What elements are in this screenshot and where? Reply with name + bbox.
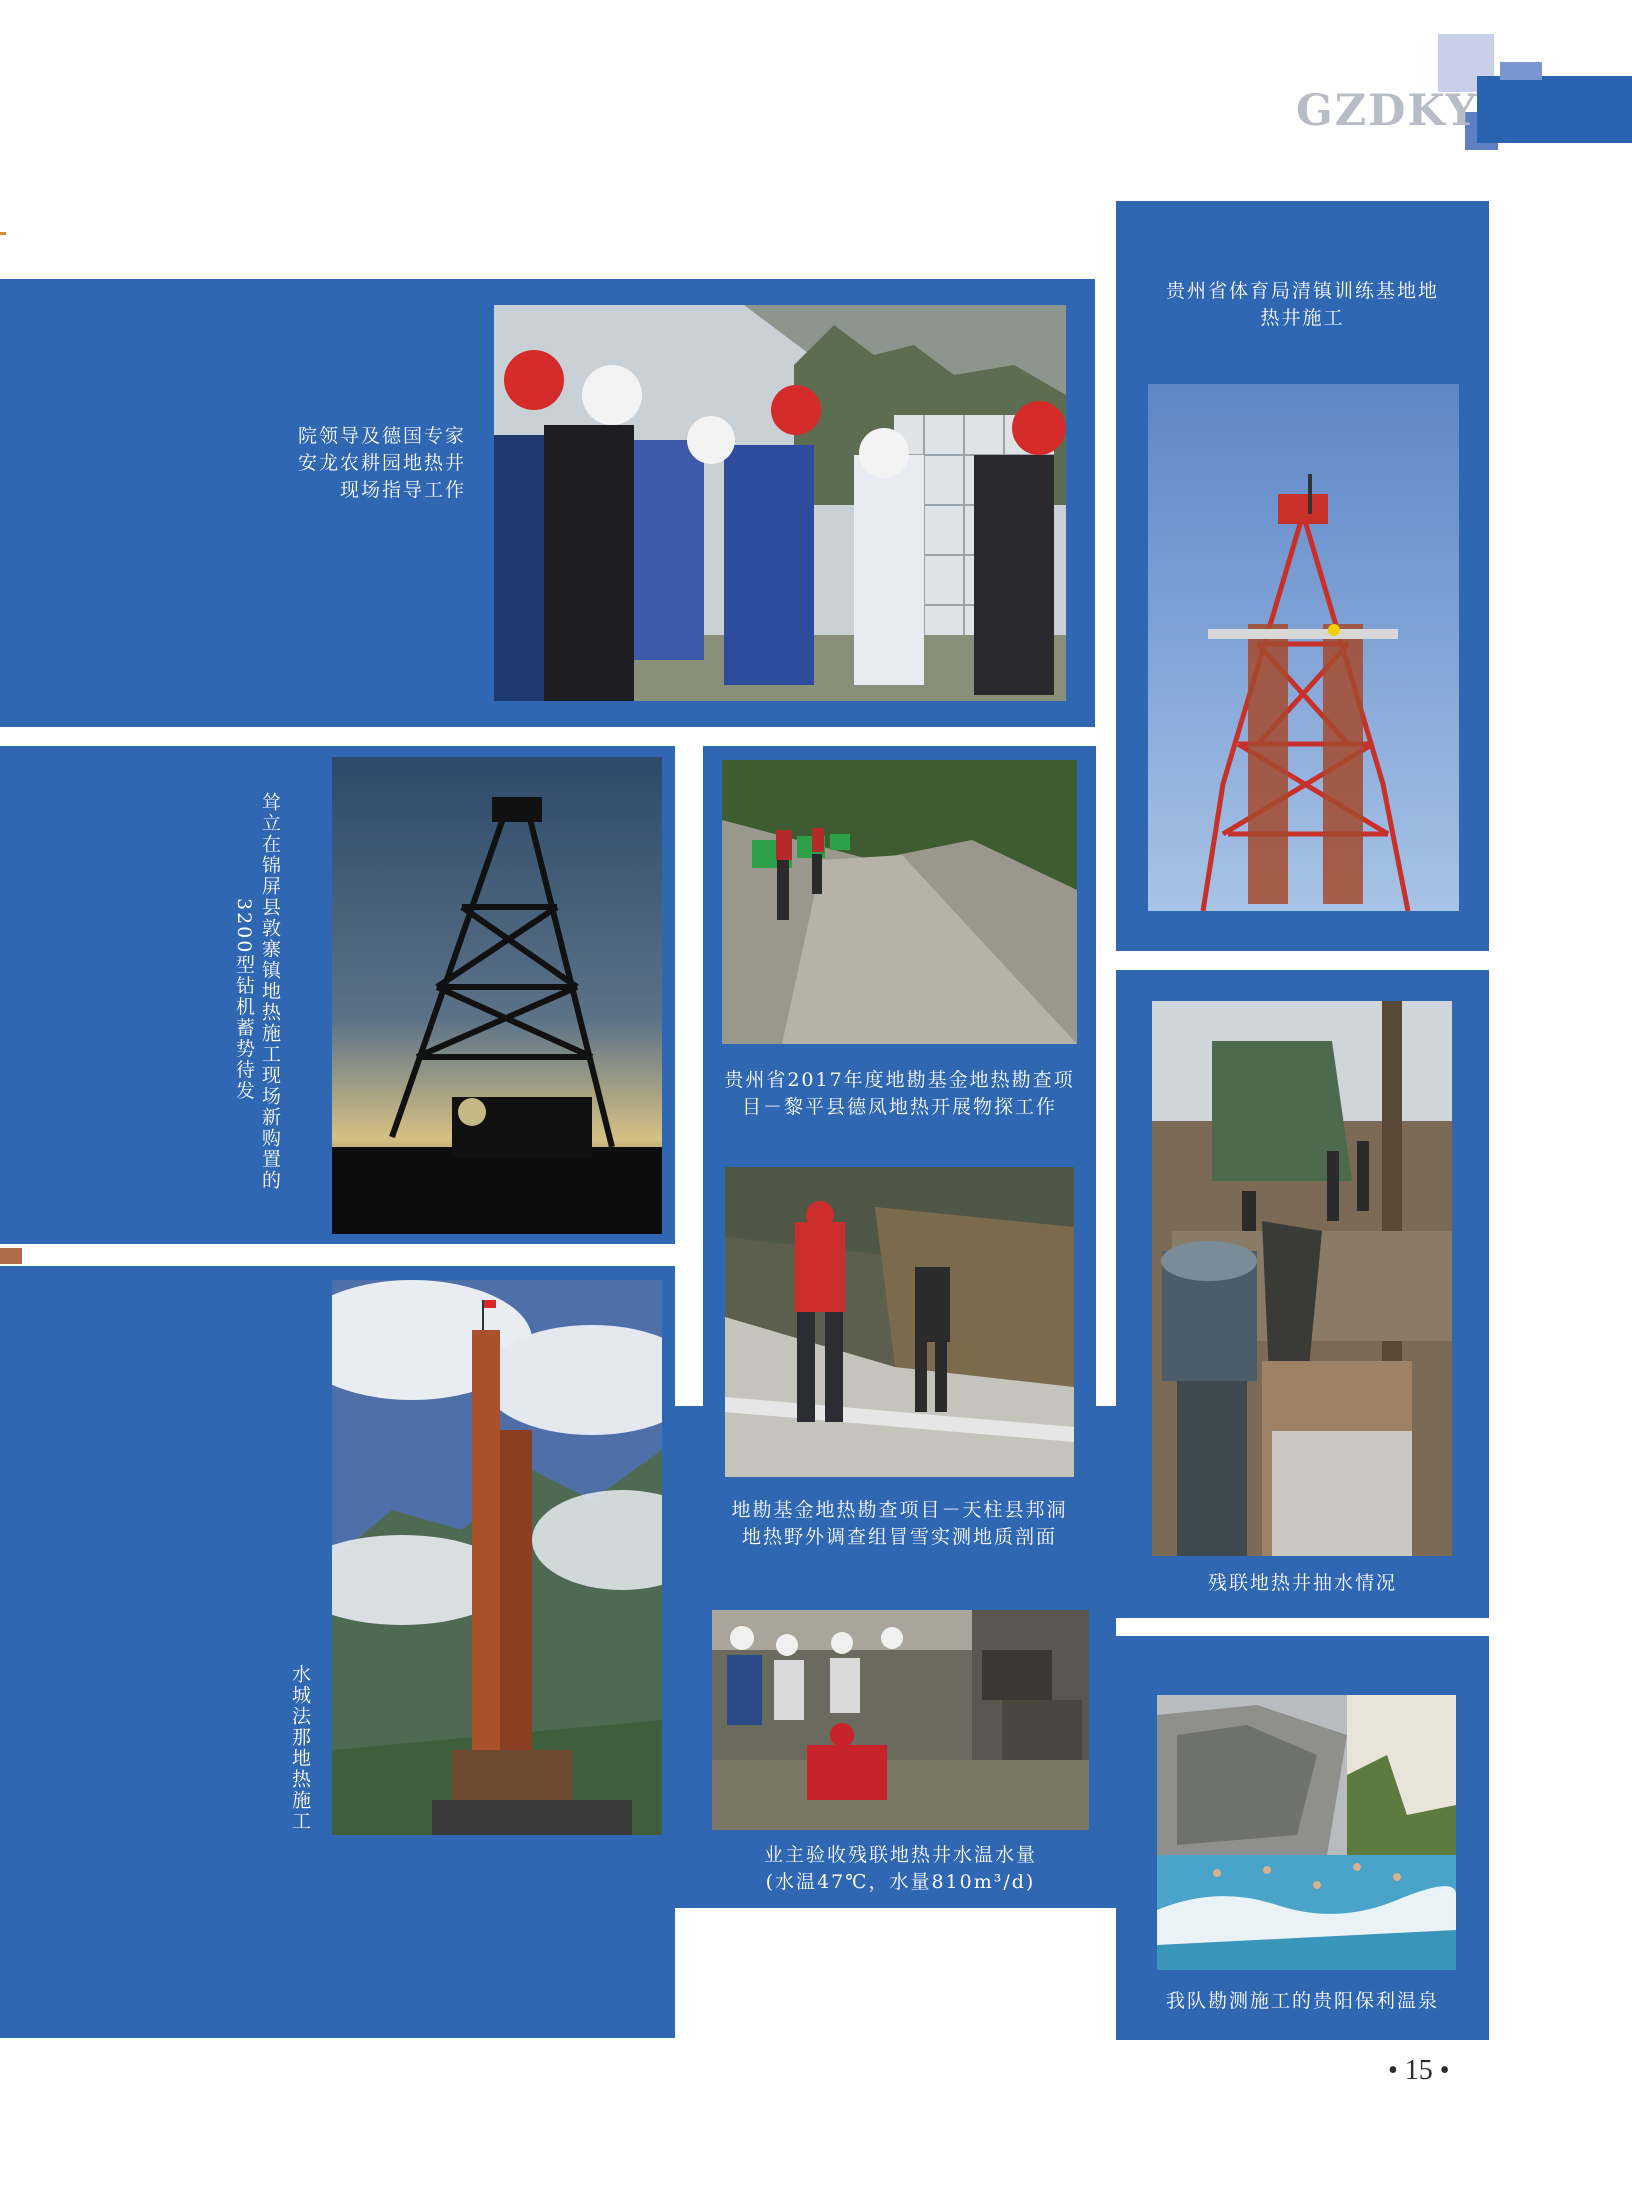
photo-qingzhen-derrick	[1148, 384, 1459, 911]
edge-mark-top	[0, 232, 6, 235]
logo-text: GZDKY	[1296, 86, 1479, 136]
caption-jinping-rig-model: 3200型钻机蓄势待发	[233, 898, 255, 1102]
caption-tianzhu-snow: 地勘基金地热勘查项目－天柱县邦洞 地热野外调查组冒雪实测地质剖面	[731, 1499, 1068, 1548]
caption-pumping-well: 残联地热井抽水情况	[1207, 1572, 1397, 1594]
photo-tianzhu-snow	[725, 1167, 1074, 1477]
caption-owner-acceptance: 业主验收残联地热井水温水量 (水温47℃，水量810m³/d)	[763, 1844, 1037, 1893]
logo-small-square	[1500, 62, 1542, 80]
logo-blue-block	[1477, 76, 1632, 143]
photo-experts-on-site	[494, 305, 1066, 701]
photo-shuicheng-rig	[332, 1280, 662, 1835]
caption-poly-hot-spring: 我队勘测施工的贵阳保利温泉	[1165, 1990, 1439, 2012]
page-number: • 15 •	[1388, 2055, 1450, 2086]
photo-pumping-well	[1152, 1001, 1452, 1556]
photo-liping-survey	[722, 760, 1077, 1044]
edge-mark-mid	[0, 1248, 22, 1264]
photo-owner-acceptance	[712, 1610, 1089, 1830]
caption-shuicheng-rig: 水城法那地热施工	[289, 1664, 311, 1832]
photo-jinping-rig	[332, 757, 662, 1234]
caption-qingzhen-base: 贵州省体育局清镇训练基地地 热井施工	[1165, 280, 1439, 329]
photo-poly-hot-spring	[1157, 1695, 1456, 1970]
caption-experts: 院领导及德国专家 安龙农耕园地热井 现场指导工作	[297, 425, 466, 501]
caption-jinping-rig: 耸立在锦屏县敦寨镇地热施工现场新购置的	[259, 792, 281, 1191]
caption-liping-survey: 贵州省2017年度地勘基金地热勘查项 目－黎平县德凤地热开展物探工作	[724, 1069, 1075, 1118]
